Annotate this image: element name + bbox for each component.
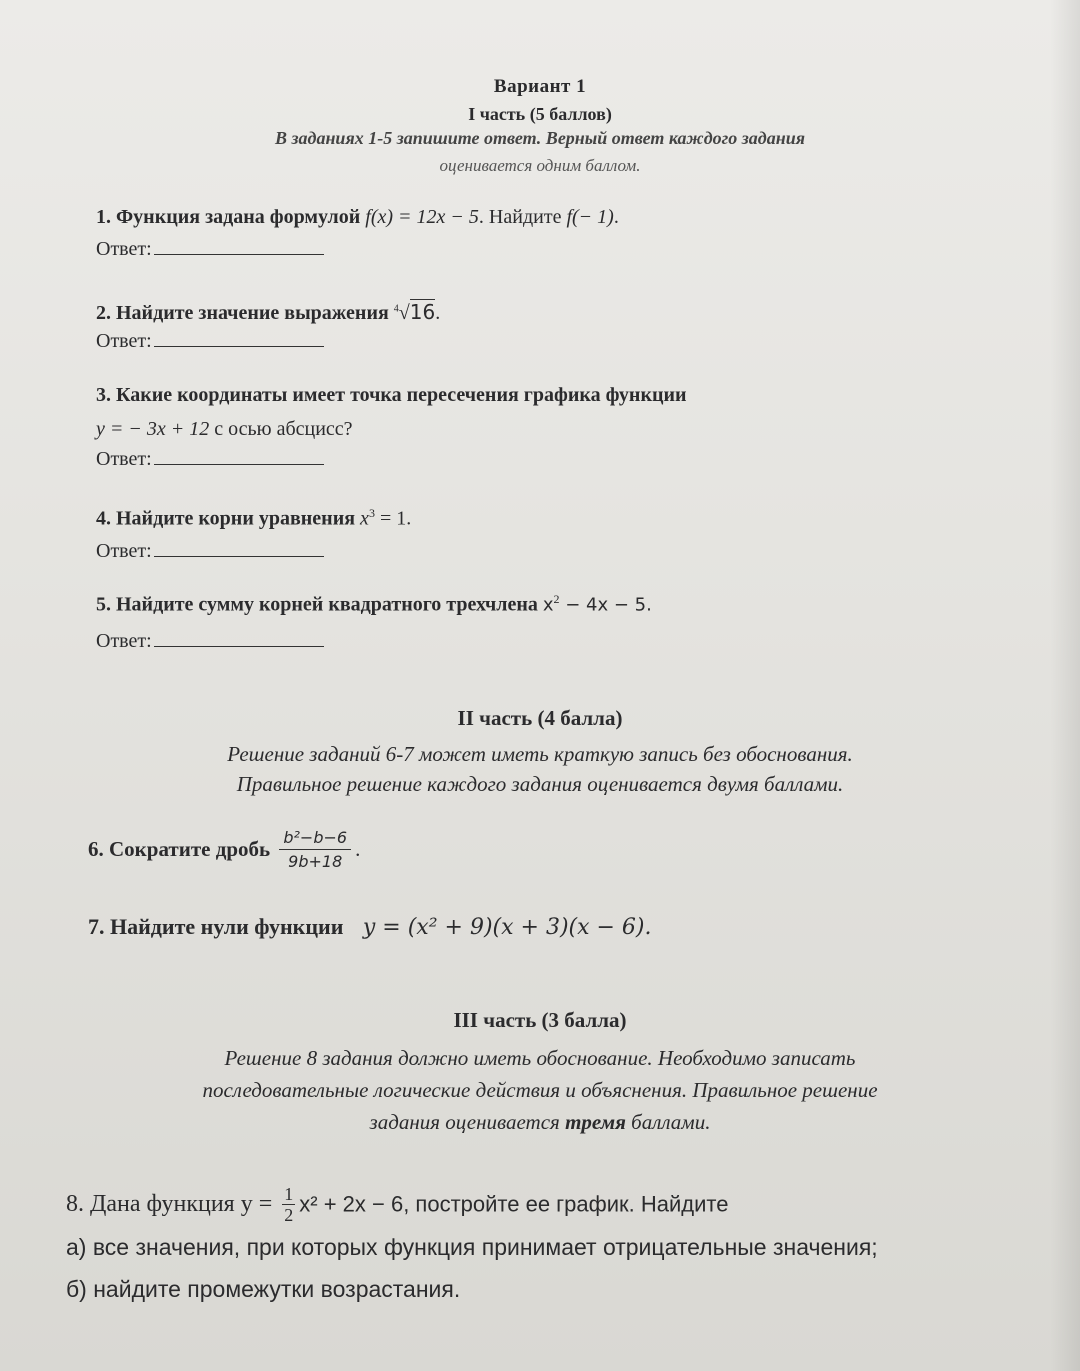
- task-2-answer: [96, 328, 324, 353]
- task-5: [96, 592, 652, 617]
- root-index: 4: [393, 303, 399, 315]
- part3-instruction-line3a: задания оценивается: [369, 1110, 566, 1134]
- task-4-var: x: [360, 507, 369, 530]
- task-1-end: .: [613, 206, 619, 228]
- answer-blank: [154, 236, 324, 255]
- task-1-formula2: f(− 1): [566, 206, 614, 228]
- task-2-end: .: [435, 302, 441, 324]
- task-8-text: 8. Дана функция y =: [66, 1191, 279, 1217]
- task-8: [66, 1184, 729, 1225]
- answer-label: Ответ:: [96, 448, 152, 470]
- task-4-answer: [96, 538, 324, 563]
- task-2: [96, 300, 440, 325]
- task-3-line2-text: с осью абсцисс?: [209, 418, 353, 440]
- answer-label: Ответ:: [96, 238, 152, 260]
- task-3-text: 3. Какие координаты имеет точка пересечения графика функции: [96, 384, 687, 406]
- task-4-power: 3: [368, 506, 375, 520]
- task-4-tail: = 1.: [374, 507, 412, 530]
- fraction-denominator: 2: [284, 1205, 294, 1225]
- answer-label: Ответ:: [96, 630, 152, 652]
- part3-instruction-line1: Решение 8 задания должно иметь обоснование. Необходимо записать: [224, 1046, 856, 1070]
- part3-instruction-line3b: тремя: [565, 1110, 626, 1134]
- task-8-b: б) найдите промежутки возрастания.: [66, 1276, 461, 1302]
- answer-blank: [154, 328, 324, 347]
- task-5-power: 2: [553, 592, 560, 606]
- fraction-numerator: 1: [284, 1184, 294, 1204]
- part3-instruction-line3: [0, 1110, 1080, 1135]
- task-6-fraction: [279, 828, 351, 871]
- task-6-text: 6. Сократите дробь: [88, 837, 276, 861]
- task-4-text: 4. Найдите корни уравнения: [96, 507, 361, 530]
- task-5-answer: [96, 628, 324, 653]
- task-1-text: 1. Функция задана формулой: [96, 206, 366, 228]
- task-5-text: 5. Найдите сумму корней квадратного трехчлена: [96, 593, 543, 616]
- answer-blank: [154, 628, 324, 647]
- task-1-formula: f(x) = 12x − 5: [365, 206, 479, 228]
- root-value: 16: [409, 300, 436, 324]
- task-5-tail: − 4x − 5.: [559, 594, 652, 616]
- part1-instruction-line2: оценивается одним баллом.: [439, 156, 641, 175]
- part3-instruction-line3c: баллами.: [625, 1110, 711, 1134]
- task-7-formula: y = (x² + 9)(x + 3)(x − 6).: [362, 915, 652, 940]
- task-5-var: x: [542, 594, 554, 616]
- task-3-line2: [96, 418, 353, 441]
- part2-instruction-line1: Решение заданий 6-7 может иметь краткую запись без обоснования.: [227, 742, 853, 766]
- task-8-fraction: [282, 1184, 295, 1225]
- task-8-tail: x² + 2x − 6, постройте ее график. Найдите: [299, 1191, 729, 1217]
- part2-title: II часть (4 балла): [457, 706, 623, 730]
- task-8-a: а) все значения, при которых функция принимает отрицательные значения;: [66, 1234, 878, 1260]
- task-1: [96, 206, 619, 229]
- task-6-end: .: [355, 837, 361, 861]
- part1-title: I часть (5 баллов): [468, 104, 612, 124]
- fraction-denominator: 9b+18: [288, 852, 343, 871]
- part1-instruction-line1: В заданиях 1-5 запишите ответ. Верный ответ каждого задания: [274, 128, 805, 148]
- task-2-text: 2. Найдите значение выражения: [96, 302, 394, 324]
- part3-title: III часть (3 балла): [453, 1008, 627, 1032]
- answer-blank: [154, 446, 324, 465]
- fraction-numerator: b²−b−6: [279, 828, 351, 850]
- root-sign-icon: √: [398, 302, 410, 324]
- task-6: [88, 828, 360, 871]
- task-7: [88, 914, 652, 940]
- part2-instruction-line2: Правильное решение каждого задания оценивается двумя баллами.: [236, 772, 844, 796]
- task-3-formula: y = − 3x + 12: [96, 418, 210, 440]
- paper-edge-shadow: [1050, 0, 1080, 1371]
- task-4: [96, 506, 411, 531]
- answer-label: Ответ:: [96, 540, 152, 562]
- task-7-text: 7. Найдите нули функции: [88, 914, 349, 939]
- task-1-answer: [96, 236, 324, 261]
- variant-title: Вариант 1: [493, 76, 587, 97]
- answer-blank: [154, 538, 324, 557]
- task-1-tail: . Найдите: [478, 206, 567, 228]
- answer-label: Ответ:: [96, 330, 152, 352]
- part3-instruction-line2: последовательные логические действия и объяснения. Правильное решение: [202, 1078, 878, 1102]
- task-3-answer: [96, 446, 324, 471]
